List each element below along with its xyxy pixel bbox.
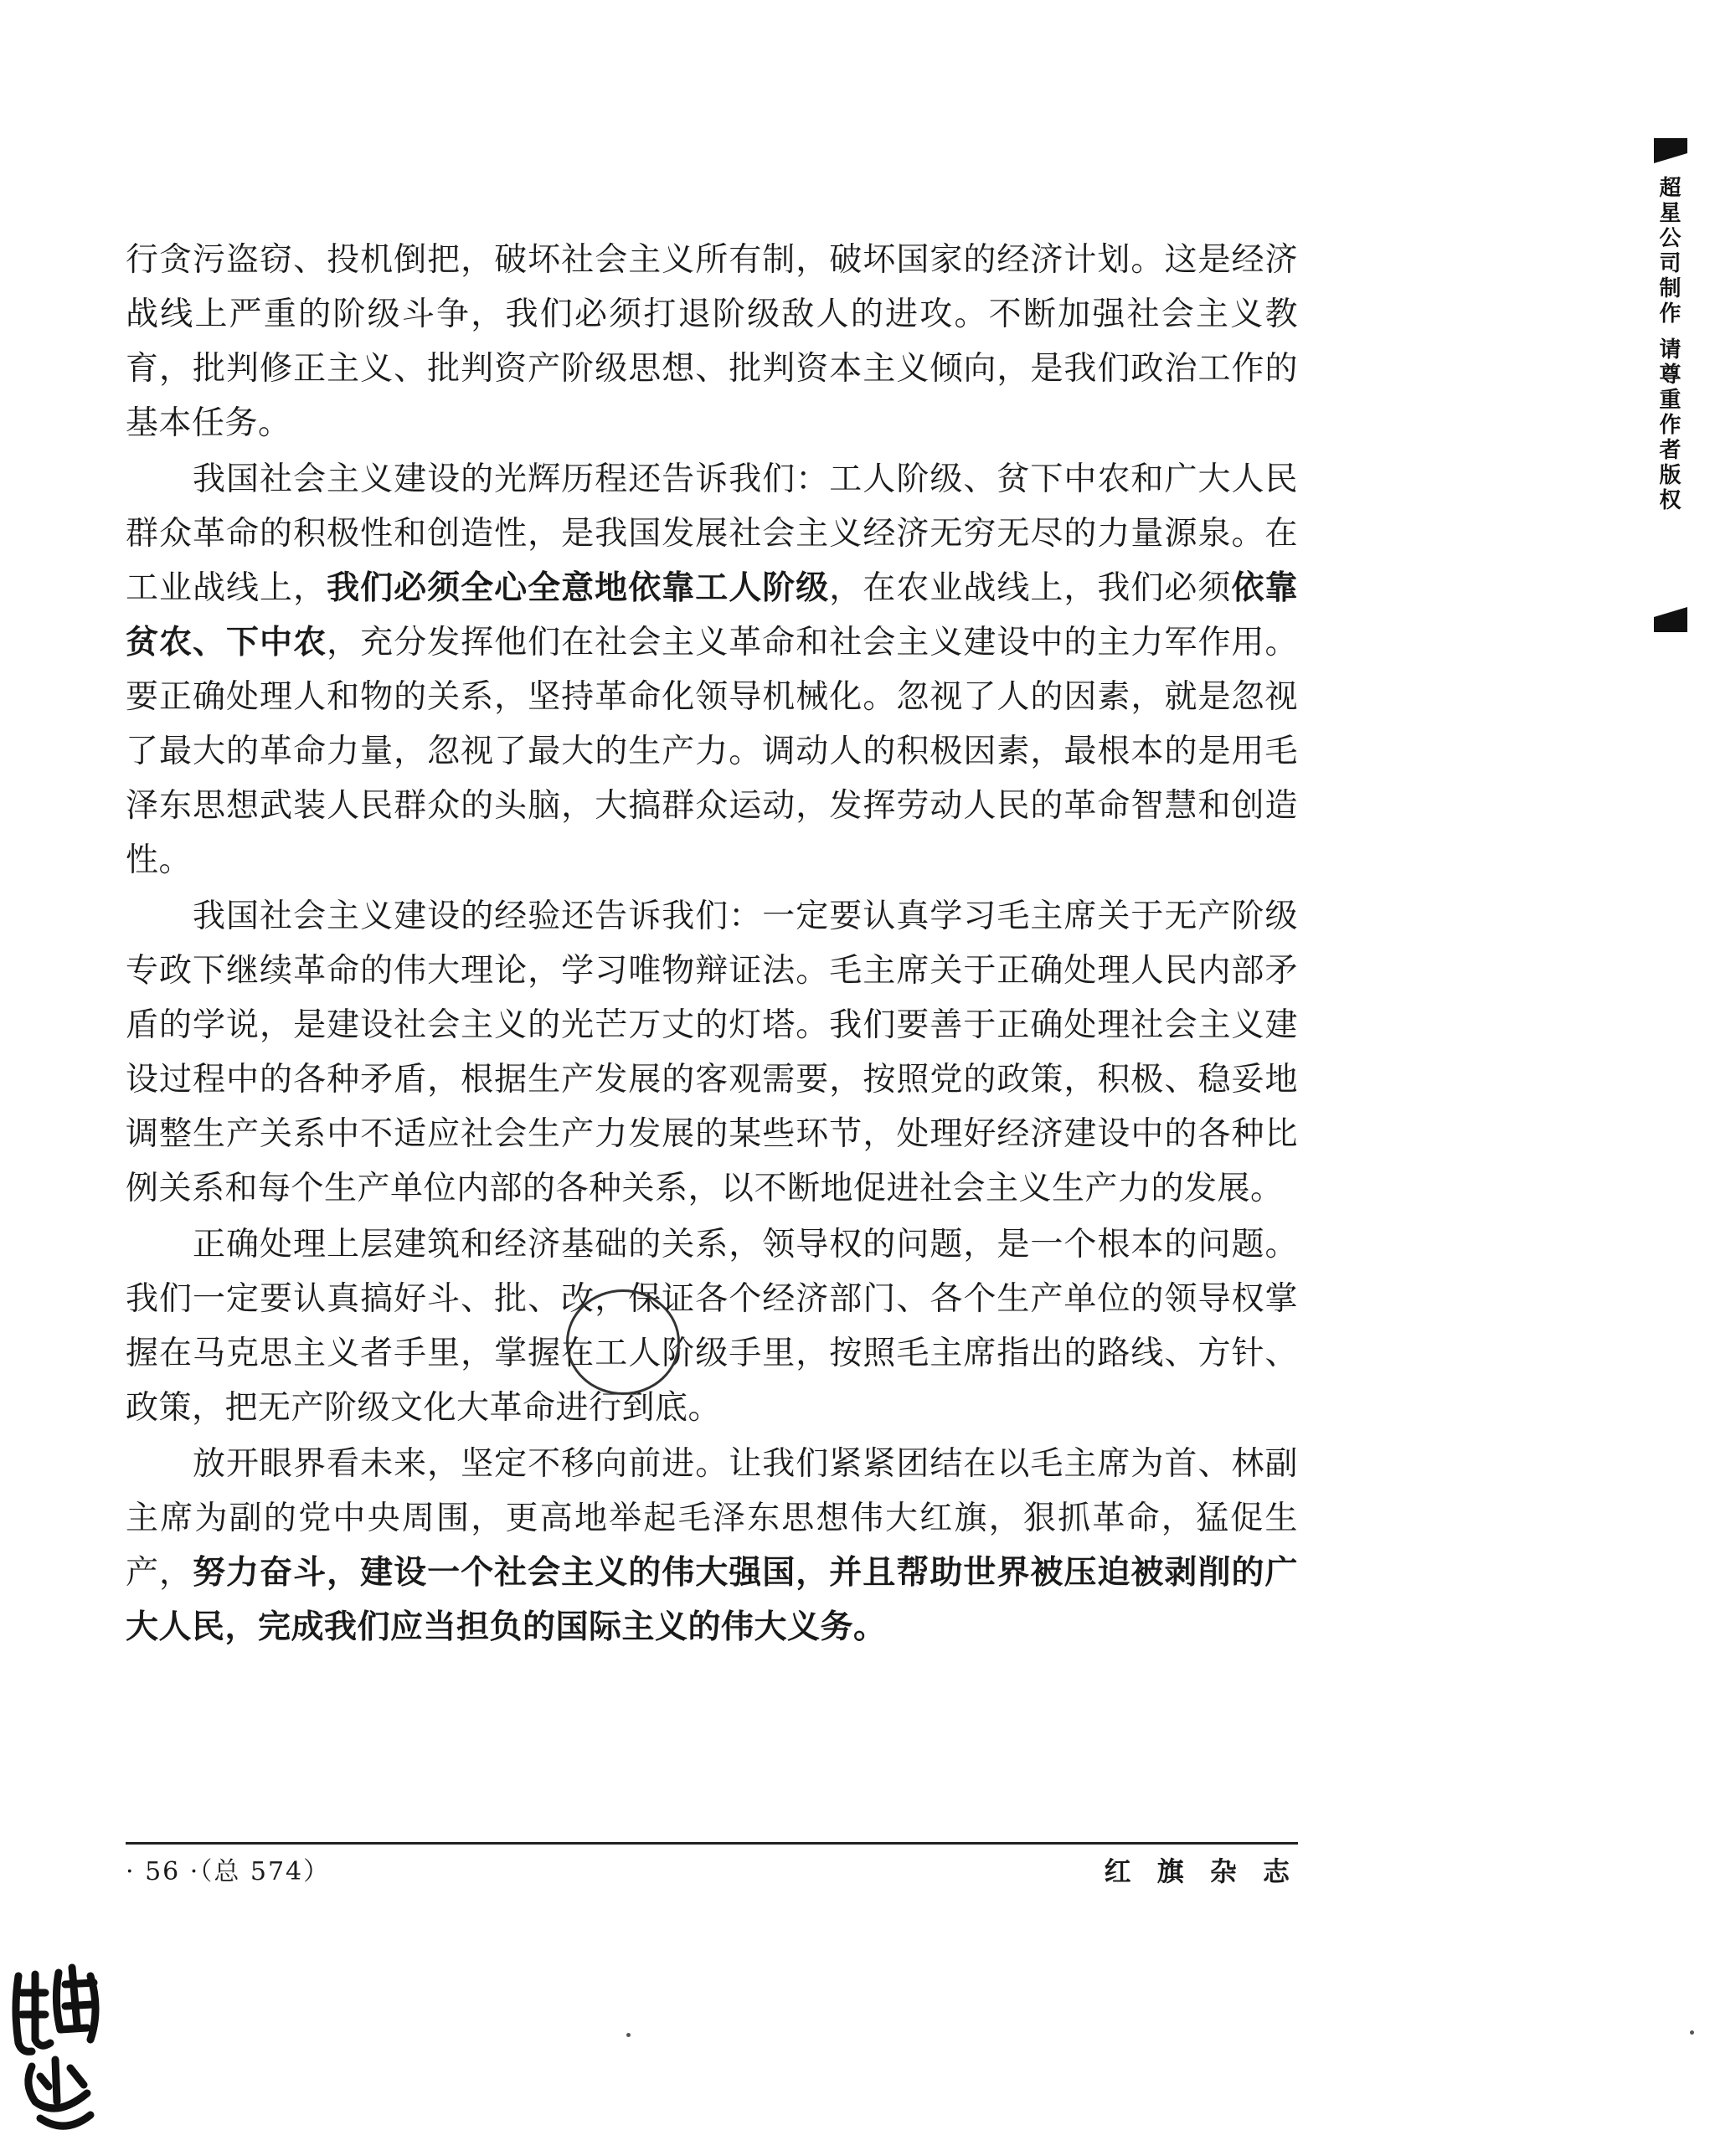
paragraph-4-text: 正确处理上层建筑和经济基础的关系，领导权的问题，是一个根本的问题。我们一定要认真搞好斗、批、改，保证各个经济部门、各个生产单位的领导权掌握在马克思主义者手里，掌握在工人阶级手里，按照毛主席指出的路线、方针、政策，把无产阶级文化大革命进行到底。 xyxy=(126,1226,1298,1427)
paragraph-3-text: 我国社会主义建设的经验还告诉我们：一定要认真学习毛主席关于无产阶级专政下继续革命的伟大理论，学习唯物辩证法。毛主席关于正确处理人民内部矛盾的学说，是建设社会主义的光芒万丈的灯塔。我们要善于正确处理社会主义建设过程中的各种矛盾，根据生产发展的客观需要，按照党的政策，积极、稳妥地调整生产关系中不适应社会生产力发展的某些环节，处理好经济建设中的各种比例关系和每个生产单位内部的各种关系，以不断地促进社会主义生产力的发展。 xyxy=(126,898,1298,1207)
paragraph-2-bold-a: 我们必须全心全意地依靠工人阶级 xyxy=(327,569,830,607)
paragraph-1-text: 行贪污盗窃、投机倒把，破坏社会主义所有制，破坏国家的经济计划。这是经济战线上严重的阶级斗争，我们必须打退阶级敌人的进攻。不断加强社会主义教育，批判修正主义、批判资产阶级思想、批判资本主义倾向，是我们政治工作的基本任务。 xyxy=(126,241,1298,442)
library-seal-logo xyxy=(7,1959,107,2139)
paragraph-2-text-a: 我国社会主义建设的光辉历程还告诉我们：工人阶级、贫下中农和广大人民群众革命的积极性和创造性，是我国发展社会主义经济无穷无尽的力量源泉。在工业战线上， xyxy=(126,461,1298,607)
copyright-side-strip xyxy=(1654,138,1687,641)
paragraph-2 xyxy=(126,452,1298,888)
paragraph-2-text-c: ，充分发挥他们在社会主义革命和社会主义建设中的主力军作用。要正确处理人和物的关系，坚持革命化领导机械化。忽视了人的因素，就是忽视了最大的革命力量，忽视了最大的生产力。调动人的积极因素，最根本的是用毛泽东思想武装人民群众的头脑，大搞群众运动，发挥劳动人民的革命智慧和创造性。 xyxy=(126,624,1298,879)
paragraph-3 xyxy=(126,889,1298,1216)
paragraph-1 xyxy=(126,233,1298,450)
publication-name: 红 旗 杂 志 xyxy=(1104,1855,1298,1887)
strip-bottom-marker xyxy=(1654,607,1687,632)
scan-speck xyxy=(626,2033,631,2037)
strip-top-marker xyxy=(1654,138,1687,163)
paragraph-5 xyxy=(126,1437,1298,1654)
footer-rule xyxy=(126,1842,1298,1845)
page-number: · 56 ·（总 574） xyxy=(126,1857,331,1886)
paragraph-5-bold: 努力奋斗，建设一个社会主义的伟大强国，并且帮助世界被压迫被剥削的广大人民，完成我们应当担负的国际主义的伟大义务。 xyxy=(126,1553,1298,1646)
paragraph-5-text: 放开眼界看未来，坚定不移向前进。让我们紧紧团结在以毛主席为首、林副主席为副的党中央周围，更高地举起毛泽东思想伟大红旗，狠抓革命，猛促生产， xyxy=(126,1445,1298,1592)
article-body xyxy=(126,233,1298,1656)
paragraph-2-bold-b: 依靠贫农、下中农 xyxy=(126,569,1298,661)
paragraph-4 xyxy=(126,1217,1298,1435)
paragraph-2-text-b: ，在农业战线上，我们必须 xyxy=(829,569,1232,607)
scan-speck xyxy=(1690,2030,1694,2035)
copyright-notice: 超星公司制作 请尊重作者版权 xyxy=(1656,176,1681,514)
handwritten-circle-mark xyxy=(566,1289,680,1395)
